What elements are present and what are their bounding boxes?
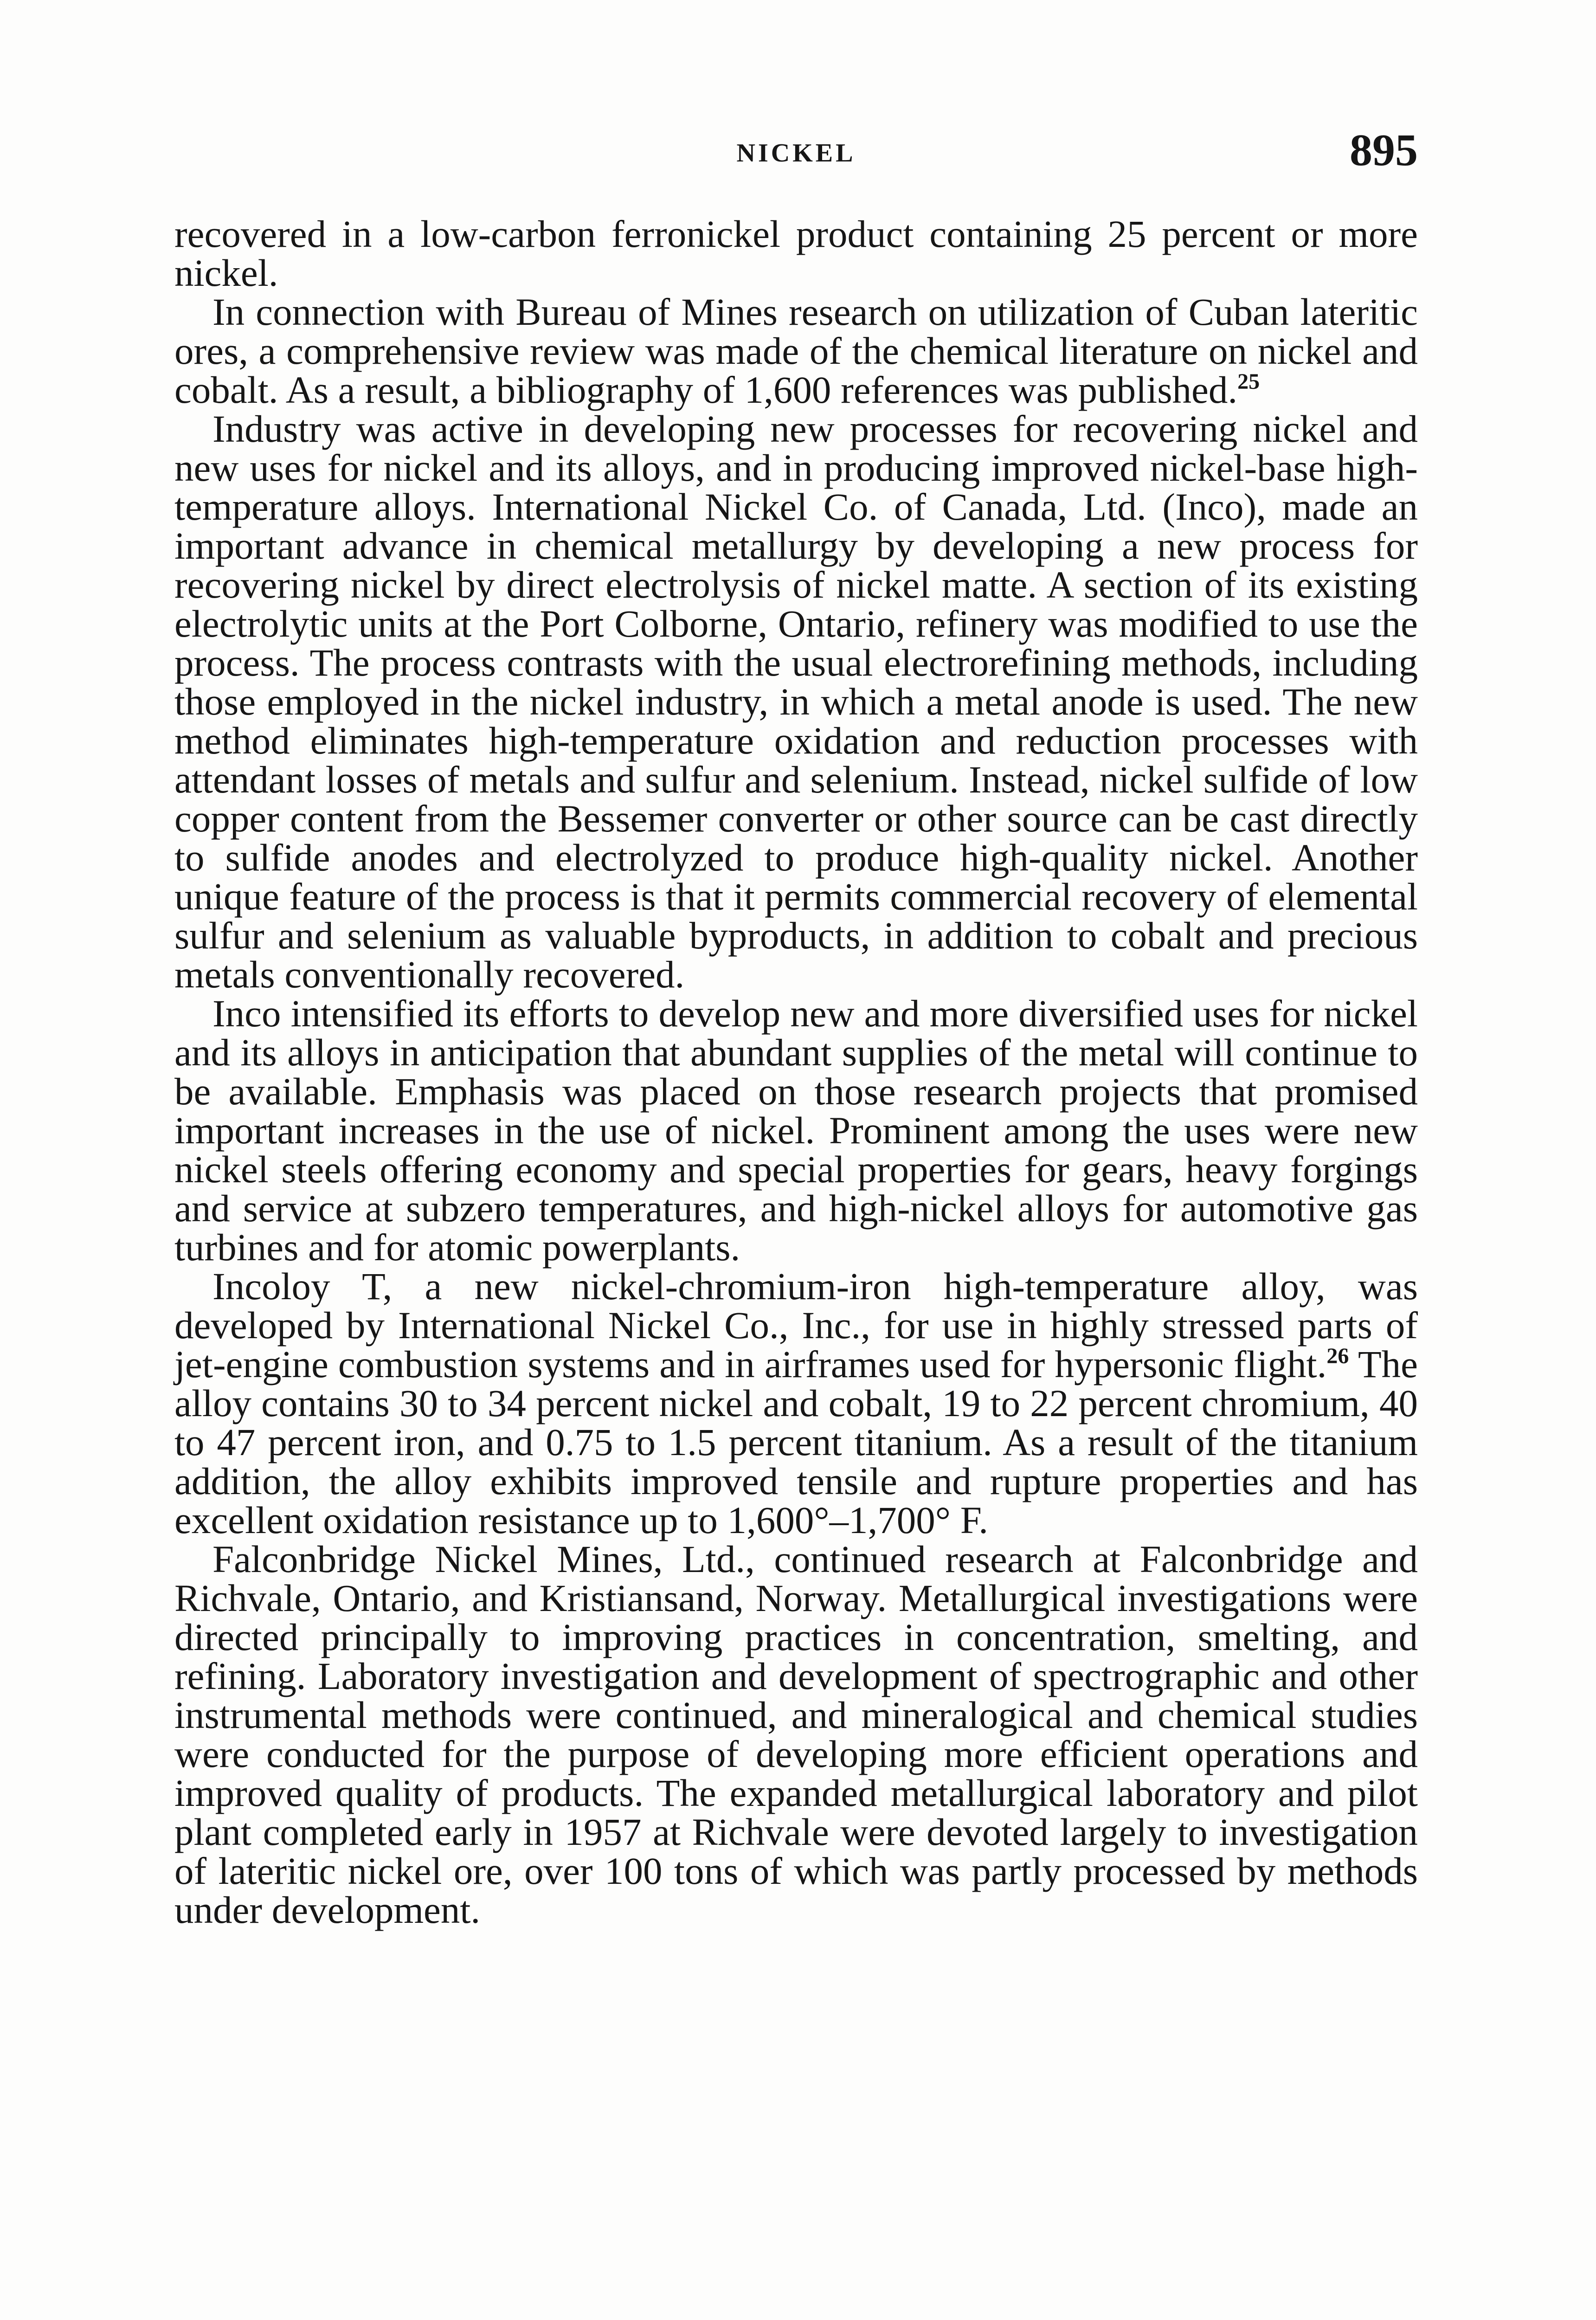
footnote-ref-26: 26 — [1326, 1344, 1349, 1368]
page-header — [174, 124, 1418, 180]
paragraph-text: The alloy contains 30 to 34 percent nickel and cobalt, 19 to 22 percent chromium, 40 to 47 percent iron, and 0.75 to 1.5 percent titanium. As a result of the titanium addition, the alloy exhibits improved tensile and rupture properties and has excellent oxidation resistance up to 1,600°–1,700° F. — [174, 1343, 1418, 1541]
page-number: 895 — [1350, 125, 1418, 175]
running-title: NICKEL — [736, 139, 856, 168]
paragraph-text: In connection with Bureau of Mines research on utilization of Cuban lateritic ores, a comprehensive review was made of the chemical literature on nickel and cobalt. As a result, a bibliography of 1,600 references was published. — [174, 290, 1418, 411]
footnote-ref-25: 25 — [1237, 369, 1260, 394]
paragraph-falconbridge: Falconbridge Nickel Mines, Ltd., continued research at Falconbridge and Richvale, Ontario, and Kristiansand, Norway. Metallurgical investigations were directed principally to improving practices in concentration, smelting, and refining. Laboratory investigation and development of spectrographic and other instrumental methods were continued, and mineralogical and chemical studies were conducted for the purpose of developing more efficient operations and improved quality of products. The expanded metallurgical laboratory and pilot plant completed early in 1957 at Richvale were devoted largely to investigation of lateritic nickel ore, over 100 tons of which was partly processed by methods under development. — [174, 1538, 1418, 1931]
paragraph-industry-inco-process: Industry was active in developing new processes for recovering nickel and new uses for nickel and its alloys, and in producing improved nickel-base high-temperature alloys. International Nickel Co. of Canada, Ltd. (Inco), made an important advance in chemical metallurgy by developing a new process for recovering nickel by direct electrolysis of nickel matte. A section of its existing electrolytic units at the Port Colborne, Ontario, refinery was modified to use the process. The process contrasts with the usual electrorefining methods, including those employed in the nickel industry, in which a metal anode is used. The new method eliminates high-temperature oxidation and reduction processes with attendant losses of metals and sulfur and selenium. Instead, nickel sulfide of low copper content from the Bessemer converter or other source can be cast directly to sulfide anodes and electrolyzed to produce high-quality nickel. Another unique feature of the process is that it permits commercial recovery of elemental sulfur and selenium as valuable byproducts, in addition to cobalt and precious metals conventionally recovered. — [174, 407, 1418, 996]
paragraph-inco-uses: Inco intensified its efforts to develop new and more diversified uses for nickel and its alloys in anticipation that abundant supplies of the metal will continue to be available. Emphasis was placed on those research projects that promised important increases in the use of nickel. Prominent among the uses were new nickel steels offering economy and special properties for gears, heavy forgings and service at subzero temperatures, and high-nickel alloys for automotive gas turbines and for atomic powerplants. — [174, 992, 1418, 1269]
paragraph-text: Incoloy T, a new nickel-chromium-iron high-temperature alloy, was developed by International Nickel Co., Inc., for use in highly stressed parts of jet-engine combustion systems and in airframes used for hypersonic flight. — [174, 1265, 1418, 1386]
paragraph-continuation: recovered in a low-carbon ferronickel product containing 25 percent or more nickel. — [174, 213, 1418, 294]
paragraph-bureau-research — [174, 292, 1418, 409]
body-text — [174, 214, 1418, 1929]
paragraph-incoloy-t — [174, 1267, 1418, 1540]
